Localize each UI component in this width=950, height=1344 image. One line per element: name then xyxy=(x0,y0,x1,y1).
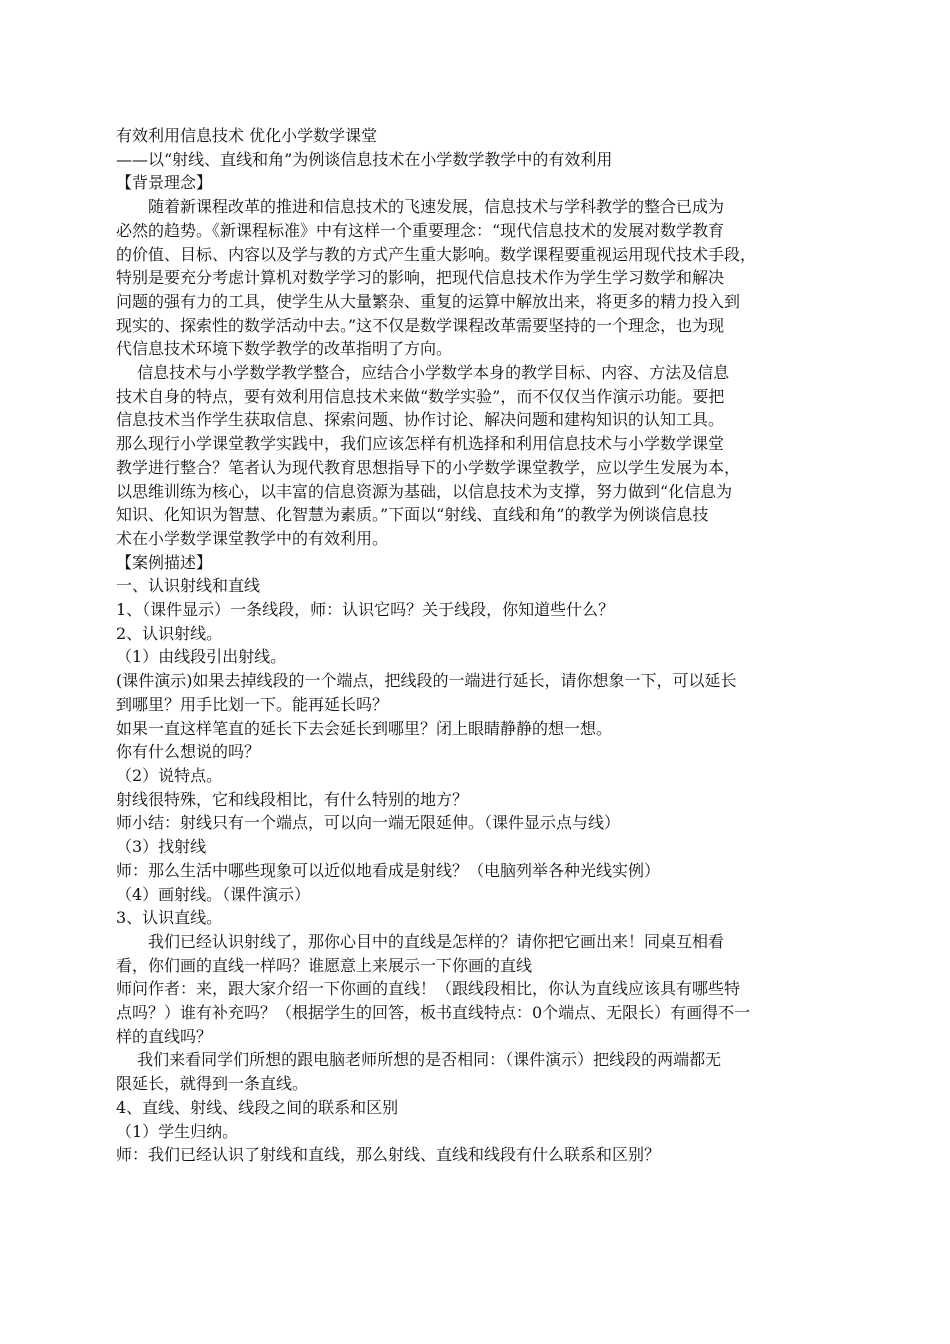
case-line: 射线很特殊，它和线段相比，有什么特别的地方？ xyxy=(116,789,469,809)
case-line: （4）画射线。（课件演示） xyxy=(116,884,311,904)
paragraph-line: 信息技术与小学数学教学整合，应结合小学数学本身的教学目标、内容、方法及信息 xyxy=(116,363,730,383)
case-line: 一、认识射线和直线 xyxy=(116,576,261,596)
paragraph-line: 问题的强有力的工具，使学生从大量繁杂、重复的运算中解放出来，将更多的精力投入到 xyxy=(116,291,741,311)
paragraph-line: 技术自身的特点，要有效利用信息技术来做“数学实验”，而不仅仅当作演示功能。要把 xyxy=(116,386,725,406)
paragraph-line: 以思维训练为核心，以丰富的信息资源为基础，以信息技术为支撑，努力做到“化信息为 xyxy=(116,481,733,501)
paragraph-line: 知识、化知识为智慧、化智慧为素质。”下面以“射线、直线和角”的教学为例谈信息技 xyxy=(116,505,709,525)
paragraph-line: 特别是要充分考虑计算机对数学学习的影响，把现代信息技术作为学生学习数学和解决 xyxy=(116,268,725,288)
case-line: 点吗？）谁有补充吗？（根据学生的回答，板书直线特点：0个端点、无限长）有画得不一 xyxy=(116,1003,751,1023)
paragraph-line: 信息技术当作学生获取信息、探索问题、协作讨论、解决问题和建构知识的认知工具。 xyxy=(116,410,725,430)
case-line: 师：我们已经认识了射线和直线，那么射线、直线和线段有什么联系和区别？ xyxy=(116,1145,661,1165)
case-line: （1）学生归纳。 xyxy=(116,1121,239,1141)
case-line: 师小结：射线只有一个端点，可以向一端无限延伸。（课件显示点与线） xyxy=(116,813,621,833)
paragraph-line: 教学进行整合？笔者认为现代教育思想指导下的小学数学课堂教学，应以学生发展为本， xyxy=(116,457,741,477)
case-line: 2、认识射线。 xyxy=(116,623,223,643)
section-heading-background: 【背景理念】 xyxy=(116,173,213,193)
background-paragraph-1 xyxy=(116,195,852,361)
case-line: 师：那么生活中哪些现象可以近似地看成是射线？（电脑列举各种光线实例） xyxy=(116,860,661,880)
case-line: 4、直线、射线、线段之间的联系和区别 xyxy=(116,1097,399,1117)
case-line: 样的直线吗？ xyxy=(116,1026,213,1046)
case-line: 限延长，就得到一条直线。 xyxy=(116,1074,309,1094)
paragraph-line: 术在小学数学课堂教学中的有效利用。 xyxy=(116,528,389,548)
paragraph-line: 代信息技术环境下数学教学的改革指明了方向。 xyxy=(116,339,453,359)
case-line: （2）说特点。 xyxy=(116,765,223,785)
case-line: 到哪里？用手比划一下。能再延长吗？ xyxy=(116,694,389,714)
paragraph-line: 现实的、探索性的数学活动中去。”这不仅是数学课程改革需要坚持的一个理念，也为现 xyxy=(116,315,725,335)
document-subtitle: ——以“射线、直线和角”为例谈信息技术在小学数学教学中的有效利用 xyxy=(116,149,613,169)
document-title: 有效利用信息技术 优化小学数学课堂 xyxy=(116,126,378,145)
background-paragraph-2 xyxy=(116,361,852,551)
case-line: 你有什么想说的吗？ xyxy=(116,742,261,762)
case-line: (课件演示)如果去掉线段的一个端点，把线段的一端进行延长，请你想象一下，可以延长 xyxy=(116,671,737,691)
case-line: 看，你们画的直线一样吗？谁愿意上来展示一下你画的直线 xyxy=(116,955,533,975)
section-heading-case: 【案例描述】 xyxy=(116,552,213,572)
paragraph-line: 必然的趋势。《新课程标准》中有这样一个重要理念：“现代信息技术的发展对数学教育 xyxy=(116,220,725,240)
case-line: （3）找射线 xyxy=(116,837,207,857)
case-line: 师问作者：来，跟大家介绍一下你画的直线！（跟线段相比，你认为直线应该具有哪些特 xyxy=(116,979,741,999)
case-line: 如果一直这样笔直的延长下去会延长到哪里？闭上眼睛静静的想一想。 xyxy=(116,718,613,738)
paragraph-line: 那么现行小学课堂教学实践中，我们应该怎样有机选择和利用信息技术与小学数学课堂 xyxy=(116,434,725,454)
case-line: （1）由线段引出射线。 xyxy=(116,647,287,667)
case-line: 我们来看同学们所想的跟电脑老师所想的是否相同：（课件演示）把线段的两端都无 xyxy=(116,1050,722,1070)
case-line: 3、认识直线。 xyxy=(116,908,223,928)
case-description xyxy=(116,574,852,1167)
case-line: 我们已经认识射线了，那你心目中的直线是怎样的？请你把它画出来！同桌互相看 xyxy=(116,931,725,951)
document-page xyxy=(116,124,852,1167)
case-line: 1、（课件显示）一条线段，师：认识它吗？关于线段，你知道些什么？ xyxy=(116,600,615,620)
paragraph-line: 随着新课程改革的推进和信息技术的飞速发展，信息技术与学科教学的整合已成为 xyxy=(116,197,725,217)
paragraph-line: 的价值、目标、内容以及学与教的方式产生重大影响。数学课程要重视运用现代技术手段， xyxy=(116,244,757,264)
